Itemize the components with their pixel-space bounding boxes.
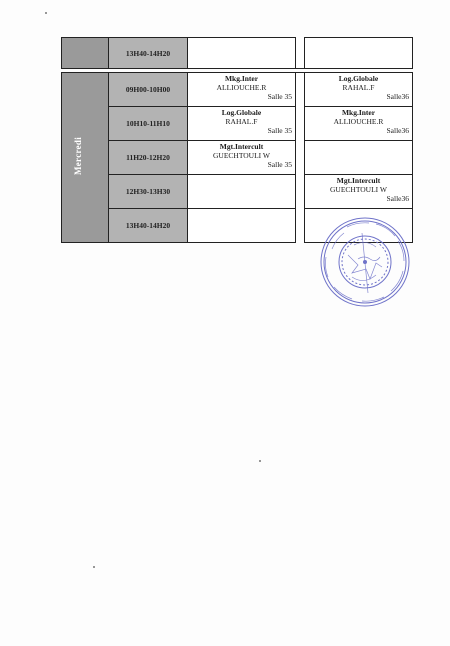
course-teacher: GUECHTOULI W bbox=[329, 185, 387, 194]
course-slot bbox=[188, 107, 296, 141]
column-gap bbox=[296, 175, 305, 209]
course-room: Salle 35 bbox=[267, 92, 292, 101]
scan-speck bbox=[45, 12, 47, 14]
course-slot bbox=[188, 175, 296, 209]
course-slot bbox=[305, 141, 413, 175]
course-slot bbox=[188, 38, 296, 69]
course-room: Salle 35 bbox=[267, 160, 292, 169]
scan-speck bbox=[93, 566, 95, 568]
day-cell bbox=[62, 38, 109, 69]
course-slot bbox=[305, 175, 413, 209]
course-room: Salle 35 bbox=[267, 126, 292, 135]
course-slot bbox=[305, 38, 413, 69]
day-cell bbox=[62, 73, 109, 243]
table-row bbox=[62, 107, 413, 141]
column-gap bbox=[296, 209, 305, 243]
course-title: Mgt.Intercult bbox=[219, 142, 264, 151]
course-room: Salle36 bbox=[386, 92, 409, 101]
course-entry bbox=[188, 141, 295, 169]
time-cell: 13H40-14H20 bbox=[109, 38, 188, 69]
course-entry bbox=[305, 73, 412, 101]
course-teacher: GUECHTOULI W bbox=[212, 151, 270, 160]
table-row bbox=[62, 73, 413, 107]
official-seal-icon bbox=[318, 215, 412, 309]
course-title: Log.Globale bbox=[221, 108, 262, 117]
course-title: Log.Globale bbox=[338, 74, 379, 83]
day-label: Mercredi bbox=[73, 136, 83, 176]
course-slot bbox=[305, 107, 413, 141]
course-slot bbox=[188, 73, 296, 107]
course-slot bbox=[188, 141, 296, 175]
course-teacher: ALLIOUCHE.R bbox=[216, 83, 267, 92]
timetable bbox=[61, 37, 413, 243]
course-entry bbox=[188, 73, 295, 101]
time-cell: 11H20-12H20 bbox=[109, 141, 188, 175]
column-gap bbox=[296, 73, 305, 107]
course-entry bbox=[188, 107, 295, 135]
course-entry bbox=[305, 175, 412, 203]
course-entry bbox=[305, 107, 412, 135]
scan-speck bbox=[259, 460, 261, 462]
course-title: Mkg.Inter bbox=[341, 108, 376, 117]
course-room: Salle36 bbox=[386, 126, 409, 135]
course-title: Mkg.Inter bbox=[224, 74, 259, 83]
course-slot bbox=[188, 209, 296, 243]
course-slot bbox=[305, 73, 413, 107]
table-row bbox=[62, 141, 413, 175]
course-teacher: ALLIOUCHE.R bbox=[333, 117, 384, 126]
time-cell: 10H10-11H10 bbox=[109, 107, 188, 141]
course-title: Mgt.Intercult bbox=[336, 176, 381, 185]
time-cell: 13H40-14H20 bbox=[109, 209, 188, 243]
course-teacher: RAHAL.F bbox=[225, 117, 258, 126]
table-row bbox=[62, 38, 413, 69]
course-room: Salle36 bbox=[386, 194, 409, 203]
column-gap bbox=[296, 107, 305, 141]
course-teacher: RAHAL.F bbox=[342, 83, 375, 92]
column-gap bbox=[296, 141, 305, 175]
table-row bbox=[62, 175, 413, 209]
time-cell: 09H00-10H00 bbox=[109, 73, 188, 107]
time-cell: 12H30-13H30 bbox=[109, 175, 188, 209]
column-gap bbox=[296, 38, 305, 69]
